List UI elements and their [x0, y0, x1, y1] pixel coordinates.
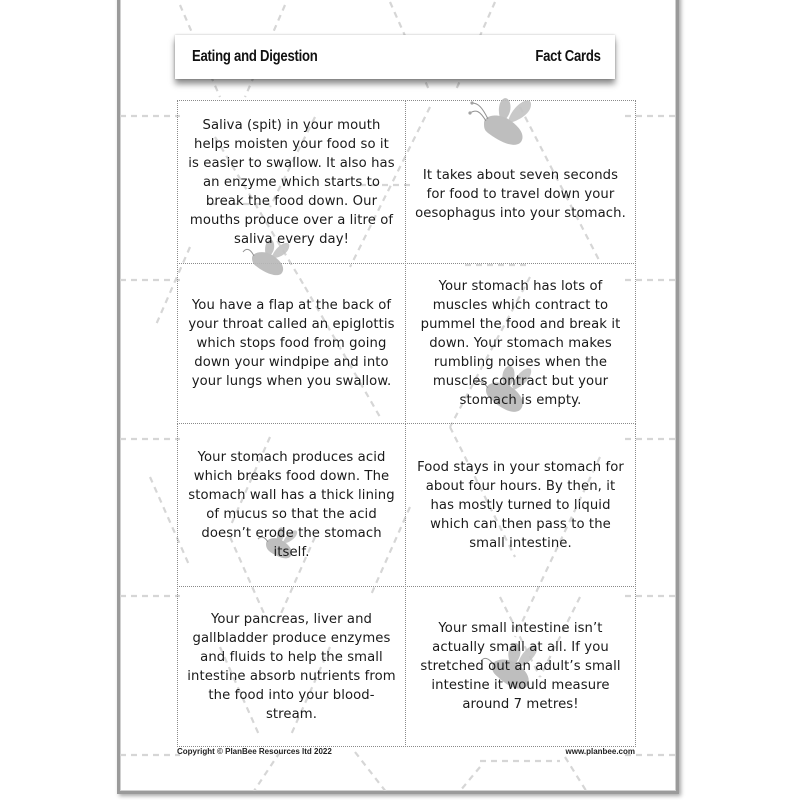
fact-card [405, 263, 636, 424]
fact-card [405, 100, 636, 264]
fact-card-grid [177, 100, 635, 746]
fact-card [177, 263, 406, 424]
fact-card [177, 423, 406, 587]
fact-card-text: Your stomach produces acid which breaks food down. The stomach wall has a thick lining of mucus so that the acid doesn’t erode the stomach itself. [188, 450, 395, 560]
fact-card [405, 586, 636, 747]
fact-card-text: You have a flap at the back of your throat called an epiglottis which stops food from going down your windpipe and into your lungs when you swallow. [188, 298, 395, 389]
fact-card [177, 100, 406, 264]
website-link[interactable]: www.planbee.com [565, 747, 635, 756]
copyright-notice: Copyright © PlanBee Resources ltd 2022 [177, 747, 332, 756]
worksheet-subtitle: Fact Cards [535, 48, 601, 65]
fact-card-text: It takes about seven seconds for food to travel down your oesophagus into your stomach. [415, 167, 626, 221]
fact-card-text: Your pancreas, liver and gallbladder produce enzymes and fluids to help the small intestine absorb nutrients from the food into your blood-stream. [187, 611, 396, 722]
fact-card-text: Saliva (spit) in your mouth helps moisten your food so it is easier to swallow. It also has an enzyme which starts to break the food down. Our mouths produce over a litre of saliva every day! [188, 117, 395, 247]
worksheet-page [117, 0, 679, 794]
fact-card-text: Your small intestine isn’t actually small at all. If you stretched out an adult’s small intestine it would measure around 7 metres! [420, 621, 621, 712]
bee-icon [466, 93, 546, 153]
page-footer [177, 747, 635, 761]
title-banner [175, 35, 615, 79]
fact-card [177, 586, 406, 747]
fact-card-text: Food stays in your stomach for about four hours. By then, it has mostly turned to liquid which can then pass to the small intestine. [417, 459, 624, 551]
worksheet-title: Eating and Digestion [192, 48, 318, 65]
fact-card-text: Your stomach has lots of muscles which contract to pummel the food and break it down. Your stomach makes rumbling noises when the muscles contract but your stomach is empty. [420, 279, 621, 408]
fact-card [405, 423, 636, 587]
